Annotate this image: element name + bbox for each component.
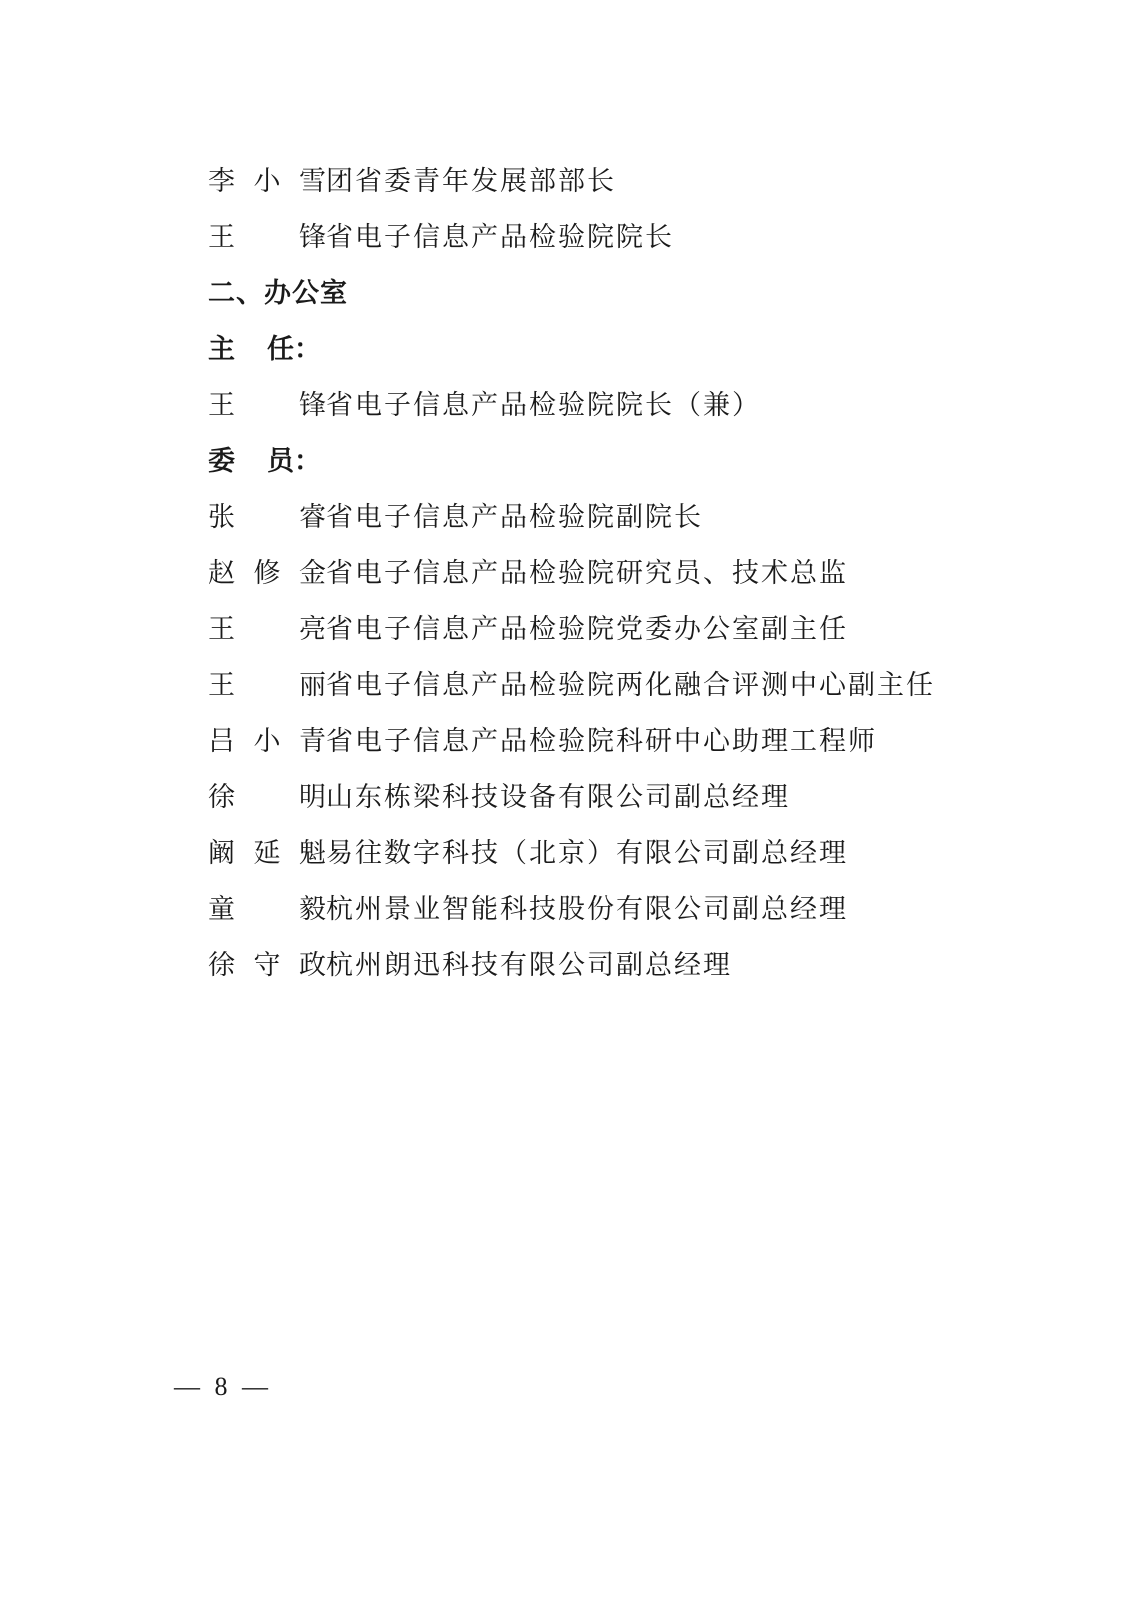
list-item — [208, 938, 1068, 994]
list-item — [208, 490, 1068, 546]
members-label-text: 委 员 — [208, 446, 294, 477]
person-title: 杭州景业智能科技股份有限公司副总经理 — [326, 894, 848, 925]
person-title: 省电子信息产品检验院副院长 — [326, 502, 703, 533]
person-name: 徐守政 — [208, 950, 326, 981]
person-name: 李小雪 — [208, 166, 326, 197]
director-label-colon: ： — [294, 334, 321, 365]
list-item — [208, 658, 1068, 714]
list-item — [208, 882, 1068, 938]
list-item — [208, 770, 1068, 826]
person-name: 童 毅 — [208, 894, 326, 925]
person-title: 省电子信息产品检验院科研中心助理工程师 — [326, 726, 877, 757]
list-item — [208, 154, 1068, 210]
person-name: 王 锋 — [208, 390, 326, 421]
list-item — [208, 602, 1068, 658]
section-heading: 二、办公室 — [208, 278, 348, 309]
list-item — [208, 546, 1068, 602]
person-title: 省电子信息产品检验院两化融合评测中心副主任 — [326, 670, 935, 701]
list-item — [208, 378, 1068, 434]
person-name: 吕小青 — [208, 726, 326, 757]
director-label-text: 主 任 — [208, 334, 294, 365]
page-number: — 8 — — [174, 1372, 272, 1401]
person-name: 徐 明 — [208, 782, 326, 813]
person-name: 王 锋 — [208, 222, 326, 253]
document-body — [208, 154, 1068, 994]
person-title: 团省委青年发展部部长 — [326, 166, 616, 197]
members-label-colon: ： — [294, 446, 321, 477]
person-title: 省电子信息产品检验院党委办公室副主任 — [326, 614, 848, 645]
list-item — [208, 826, 1068, 882]
person-title: 省电子信息产品检验院研究员、技术总监 — [326, 558, 848, 589]
director-label — [208, 322, 1068, 378]
person-title: 杭州朗迅科技有限公司副总经理 — [326, 950, 732, 981]
members-label — [208, 434, 1068, 490]
person-name: 张 睿 — [208, 502, 326, 533]
person-title: 省电子信息产品检验院院长 — [326, 222, 674, 253]
person-title: 山东栋梁科技设备有限公司副总经理 — [326, 782, 790, 813]
person-title: 省电子信息产品检验院院长（兼） — [326, 390, 761, 421]
list-item — [208, 210, 1068, 266]
person-name: 王 亮 — [208, 614, 326, 645]
person-name: 赵修金 — [208, 558, 326, 589]
person-name: 王 丽 — [208, 670, 326, 701]
list-item — [208, 714, 1068, 770]
person-name: 阚延魁 — [208, 838, 326, 869]
person-title: 易往数字科技（北京）有限公司副总经理 — [326, 838, 848, 869]
